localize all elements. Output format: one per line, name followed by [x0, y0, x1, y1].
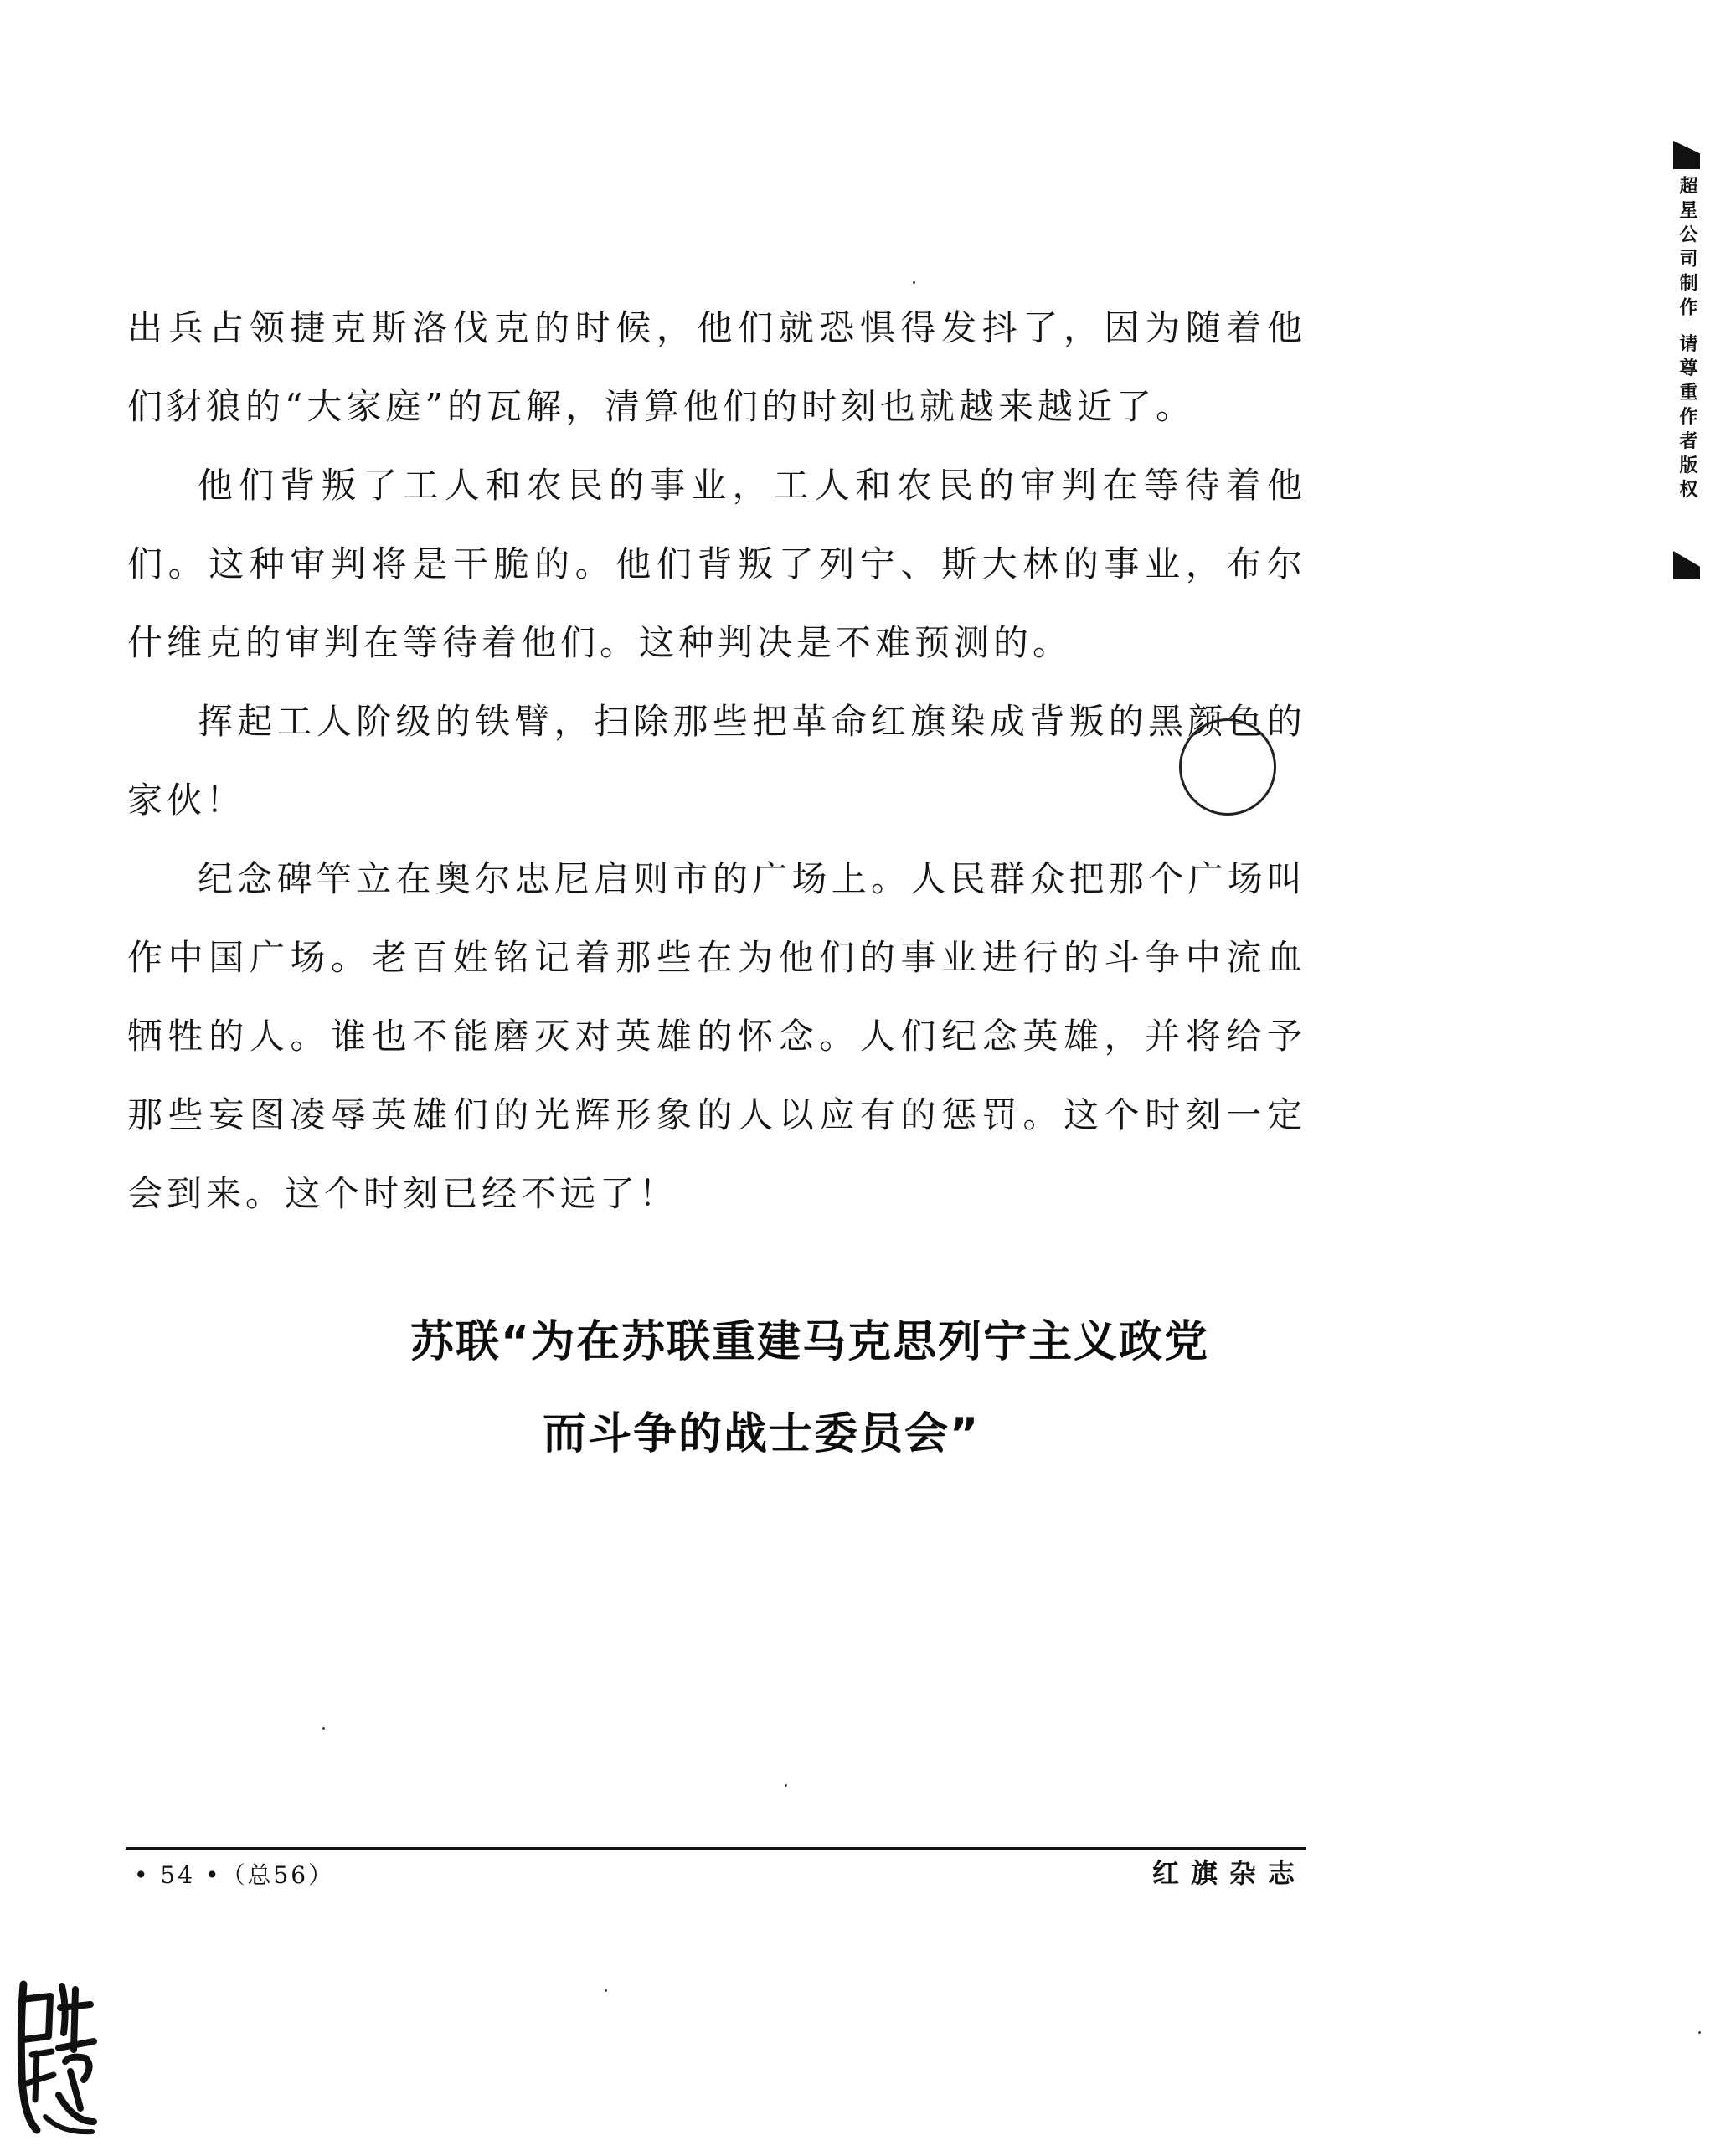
scan-speck — [913, 281, 915, 284]
paragraph-1: 出兵占领捷克斯洛伐克的时候，他们就恐惧得发抖了，因为随着他们豺狼的“大家庭”的瓦解，清算他们的时刻也就越来越近了。 — [127, 307, 1306, 427]
strip-top-bar — [1673, 141, 1700, 169]
scan-speck — [322, 1727, 325, 1730]
watermark-text: 超星公司制作 请尊重作者版权 — [1676, 176, 1697, 504]
scan-speck — [605, 1989, 607, 1992]
section-heading-line-1: 苏联“为在苏联重建马克思列宁主义政党 — [410, 1317, 1210, 1367]
journal-name: 红旗杂志 — [1152, 1857, 1307, 1889]
body-text — [127, 289, 1306, 1233]
page-number: • 54 •（总56） — [134, 1861, 335, 1889]
circle-mark — [1179, 718, 1276, 816]
section-heading-line-2: 而斗争的战士委员会” — [543, 1409, 981, 1459]
footer-divider — [126, 1847, 1306, 1850]
seal-stamp-icon — [12, 1974, 102, 2138]
scan-speck — [1698, 2031, 1701, 2034]
paragraph-3: 挥起工人阶级的铁臂，扫除那些把革命红旗染成背叛的黑颜色的家伙！ — [127, 701, 1306, 821]
paragraph-4: 纪念碑竿立在奥尔忠尼启则市的广场上。人民群众把那个广场叫作中国广场。老百姓铭记着那些在为他们的事业进行的斗争中流血牺牲的人。谁也不能磨灭对英雄的怀念。人们纪念英雄，并将给予那些妄图凌辱英雄们的光辉形象的人以应有的惩罚。这个时刻一定会到来。这个时刻已经不远了！ — [127, 858, 1306, 1214]
paragraph-2: 他们背叛了工人和农民的事业，工人和农民的审判在等待着他们。这种审判将是干脆的。他们背叛了列宁、斯大林的事业，布尔什维克的审判在等待着他们。这种判决是不难预测的。 — [127, 465, 1306, 663]
watermark-strip — [1670, 141, 1703, 579]
scan-speck — [785, 1784, 787, 1787]
strip-bottom-bar — [1673, 551, 1700, 579]
